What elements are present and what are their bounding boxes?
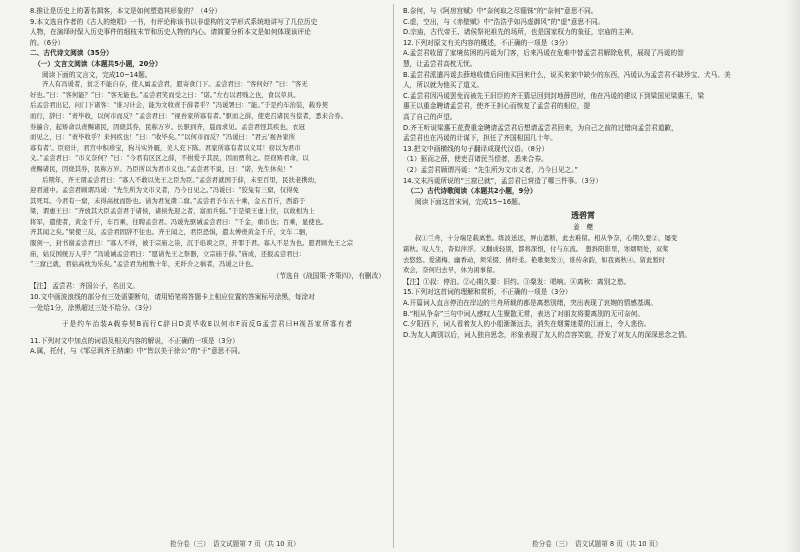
left-line: 梁，谓惠王曰：“齐放其大臣孟尝君于诸侯，诸侯先迎之者，富而兵强。”于是梁王虚上位，以故相为上 xyxy=(30,208,315,216)
left-page-column xyxy=(30,6,385,534)
left-line: 于是约车治装A载券契B而行C辞曰D责毕收E以何市F而反G孟尝君曰H视吾家所寡有者 xyxy=(61,320,354,329)
right-line: 透碧霄 xyxy=(571,211,595,221)
right-line: 叔①兰舟，十分端是载离愁。练波送远，屏山遮断，此去难留。相从争奈，心期久要②，屡变 xyxy=(415,235,678,243)
right-line: 14.文末冯谖所说的“三窟已就”，孟尝君已营造了哪三件事。（3分） xyxy=(403,176,603,185)
left-line: 一处给1分，涂黑超过三处不给分。（3分） xyxy=(30,303,156,312)
right-line: （1）驱而之薛，使吏召诸民当偿者，悉来合券。 xyxy=(403,155,548,164)
right-line: D.齐王听说梁惠王花费重金聘请孟尝君后想请孟尝君回来，为自己之前的过错向孟尝君道歉， xyxy=(403,123,678,132)
left-line: 阅读下面的文言文，完成10~14题。 xyxy=(42,70,152,79)
left-line: 人物，在演绎时保入历史事件的细枝末节和历史人物的内心。请简要分析本文是如何体现该评论 xyxy=(30,28,311,37)
left-line: 迎君道中。孟尝君顾谓冯谖：“先生所为文市义者，乃今日见之。”冯谖曰：“狡兔有三窟，仅得免 xyxy=(30,187,300,195)
footer-right: 抢分卷（三） 语文试题第 8 页（共 10 页） xyxy=(532,540,662,548)
left-line: 将军，遣使者，黄金千斤，车百乘，往聘孟尝君。冯谖先驱诫孟尝君曰：“千金，重币也；百乘，显使也。 xyxy=(30,218,328,226)
footer-left: 抢分卷（三） 语文试题第 7 页（共 10 页） xyxy=(170,540,300,548)
left-line: A.属，托付，与《邹忌讽齐王纳谏》中“皆以美于徐公”的“于”意思不同。 xyxy=(30,347,245,356)
right-line: （2）孟尝君顾谓冯谖：“先生所为文市义者，乃今日见之。” xyxy=(403,165,579,174)
left-line: 9.本文选自作者的《古人的绝唱》一书，有评论称该书以非虚构的文学形式系统地讲写了几位历史 xyxy=(30,17,318,26)
left-line: 责赐诸民，因烧其券，民称万岁。乃臣所以为君市义也。”孟尝君不说，曰：“诺，先生休矣！” xyxy=(30,165,293,173)
left-line: 11.下列对文中加点的词语及相关内容的解说，不正确的一项是（3分） xyxy=(30,336,239,345)
left-line: 齐人有冯谖者，贫乏不能自存，使人属孟尝君，愿寄食门下。孟尝君曰：“客何好？”曰：“客无 xyxy=(42,81,308,89)
right-line: 人，所以就为他买了道义。 xyxy=(403,81,484,90)
left-line: （节选自《战国策·齐策四》，有删改） xyxy=(272,271,385,280)
left-line: 券遍合，起矫命以责赐诸民，因烧其券，民称万岁。长驱到齐，晨而求见。孟尝君怪其疾也，衣冠 xyxy=(30,123,306,131)
right-page-column xyxy=(403,6,763,534)
left-line: 齐其闻之矣。”梁使三反，孟尝君固辞不往也。齐王闻之，君臣恐惧，遣太傅赍黄金千斤，文车二驷， xyxy=(30,229,312,237)
right-line: C.夕阳西下，词人看着友人的小船渐渐远去，消失在烟雾迷蒙的江面上，令人悲伤。 xyxy=(403,320,651,329)
left-line: 10.文中画波浪线的部分有三处需要断句，请用铅笔将答题卡上相应位置的答案标号涂黑，每涂对 xyxy=(30,293,315,302)
right-line: C.孟尝君因冯谖罢免而被先王旧臣的齐王猜忌回到封地薛邑时，他在冯谖的建议下到梁国见梁惠王，梁 xyxy=(403,91,705,100)
right-line: B.孟尝君派遣冯谖去薛地收债后问他买回来什么，说买来家中缺少的东西，冯谖认为孟尝君不缺珍宝、犬马、美 xyxy=(403,70,731,79)
right-line: 姜 夔 xyxy=(572,222,594,231)
left-line: 义。”孟尝君曰：“市义奈何？”曰：“今君有区区之薛，不拊爱子其民，因而贾利之。臣窃矫君命，以 xyxy=(30,155,309,163)
left-line: “三窟已就，君姑高枕为乐矣。”孟尝君为相数十年，无纤介之祸者，冯谖之计也。 xyxy=(30,261,258,269)
right-line: 13.把文中画横线的句子翻译成现代汉语。（8分） xyxy=(403,144,549,153)
page-divider xyxy=(393,4,394,548)
right-line: 15.下列对这首词的理解和赏析，不正确的一项是（3分） xyxy=(403,288,572,297)
left-line: 【注】 孟尝君：齐国公子，名田文。 xyxy=(30,282,140,291)
left-line: 而见之，曰：“责毕收乎？来何疾也！”曰：“收毕矣。”“以何市而反？”冯谖曰：“君云‘视吾家所 xyxy=(30,134,296,142)
right-line: 去悠悠。爱渚梅、幽香动，须采掇、倩纤柔。艳歌粲发③，谁传余韵，如我离秋④。留此暂时 xyxy=(403,256,666,264)
left-line: 其死耳。今君有一窟，未得高枕而卧也。请为君复凿二窟。”孟尝君予车五十乘，金五百斤，西游于 xyxy=(30,197,306,205)
right-line: A.孟尝君收留了家境贫困的冯谖为门客，后来冯谖在危难中替孟尝君解除危机，展现了冯谖的智 xyxy=(403,49,684,58)
left-line: 寡有者’。臣窃计，君宫中积珍宝，狗马实外厩，美人充下陈。君家所寡有者以义耳！窃以为君市 xyxy=(30,144,301,152)
left-line: 服剑一，封书谢孟尝君曰：“寡人不祥，被于宗庙之祟，沉于谄谀之臣，开罪于君。寡人不足为也。愿君顾先王之宗 xyxy=(30,240,354,248)
right-line: 霜秋。叹人生，杳似萍浮。又翻成轻别，都将深恨，付与东流。 想斜阳影里，寒烟明处，双桨 xyxy=(403,246,669,254)
left-line: 二、古代诗文阅读（35分） xyxy=(30,49,113,58)
paper-edge-shadow xyxy=(786,0,800,552)
right-line: D.宗庙，古代帝王、诸侯祭祀祖先的场所，也是国家权力的象征，宗庙的主神。 xyxy=(403,28,638,37)
left-line: 后孟尝君出记，问门下诸客：“谁习计会，能为文收责于薛者乎？”冯谖署曰：“能。”于是约车治装，载券契 xyxy=(30,102,328,110)
left-line: （一）文言文阅读（本题共5小题，20分） xyxy=(34,59,162,68)
right-line: 阅读下面这首宋词，完成15~16题。 xyxy=(415,197,525,206)
right-line: C.虚，空出，与《赤壁赋》中“浩浩乎如冯虚御风”的“虚”意思不同。 xyxy=(403,17,605,26)
left-line: 好也。”曰：“客何能？”曰：“客无能也。”孟尝君笑而受之曰：“诺。”左右以君贱之也，食以草具。 xyxy=(30,91,300,99)
left-line: 庙，姑反国统万人乎？”冯谖诫孟尝君曰：“愿请先王之祭器，立宗庙于薛。”庙成，还报孟尝君曰： xyxy=(30,250,306,258)
right-line: A.开篇词人直言停泊在岸边的兰舟所载的都是离愁别绪，突出表现了哀婉的情感基调。 xyxy=(403,299,658,308)
right-line: 孟尝君也在冯谖的计谋下，担任了齐国相国几十年。 xyxy=(403,134,557,143)
right-line: 慧，让孟尝君高枕无忧。 xyxy=(403,59,477,68)
left-line: 的。（6分） xyxy=(30,38,65,47)
right-line: D.为友人离别以后，词人独自思念，形象表现了友人的音容笑貌，抒发了对友人的深深思念之情。 xyxy=(403,330,692,339)
right-line: 12.下列对原文有关内容的概述，不正确的一项是（3分） xyxy=(403,38,572,47)
right-line: （二）古代诗歌阅读（本题共2小题，9分） xyxy=(407,187,537,196)
right-line: 惠王以重金聘请孟尝君，使齐王担心而恢复了孟尝君的相位，提 xyxy=(403,102,591,111)
left-line: 8.推让是历史上的著名揖客，本文是如何塑造其形象的？（4分） xyxy=(30,7,222,15)
right-line: B.“相从争奈”三句中词人感叹人生聚散无常，表达了对朋友将要离别的无可奈何。 xyxy=(403,309,645,318)
left-line: 后期年，齐王谓孟尝君曰：“寡人不敢以先王之臣为臣。”孟尝君就国于薛，未至百里，民扶老携幼， xyxy=(42,176,321,184)
right-line: 欢会，奈何归去早，休为闲事留。 xyxy=(403,267,499,275)
right-line: 【注】①叔：停泊。②心期久要：旧约。③粲发：唱响。④离秋：离别之愁。 xyxy=(403,277,631,286)
right-line: 高了自己的声望。 xyxy=(403,112,457,121)
right-line: B.奈何，与《阿房宫赋》中“奈何取之尽锱铢”的“奈何”意思不同。 xyxy=(403,7,598,15)
left-line: 而行，辞曰：“责毕收，以何市而反？”孟尝君曰：“视吾家所寡有者。”驱而之薛，使吏召诸民当偿者，悉来合券。 xyxy=(30,112,348,120)
